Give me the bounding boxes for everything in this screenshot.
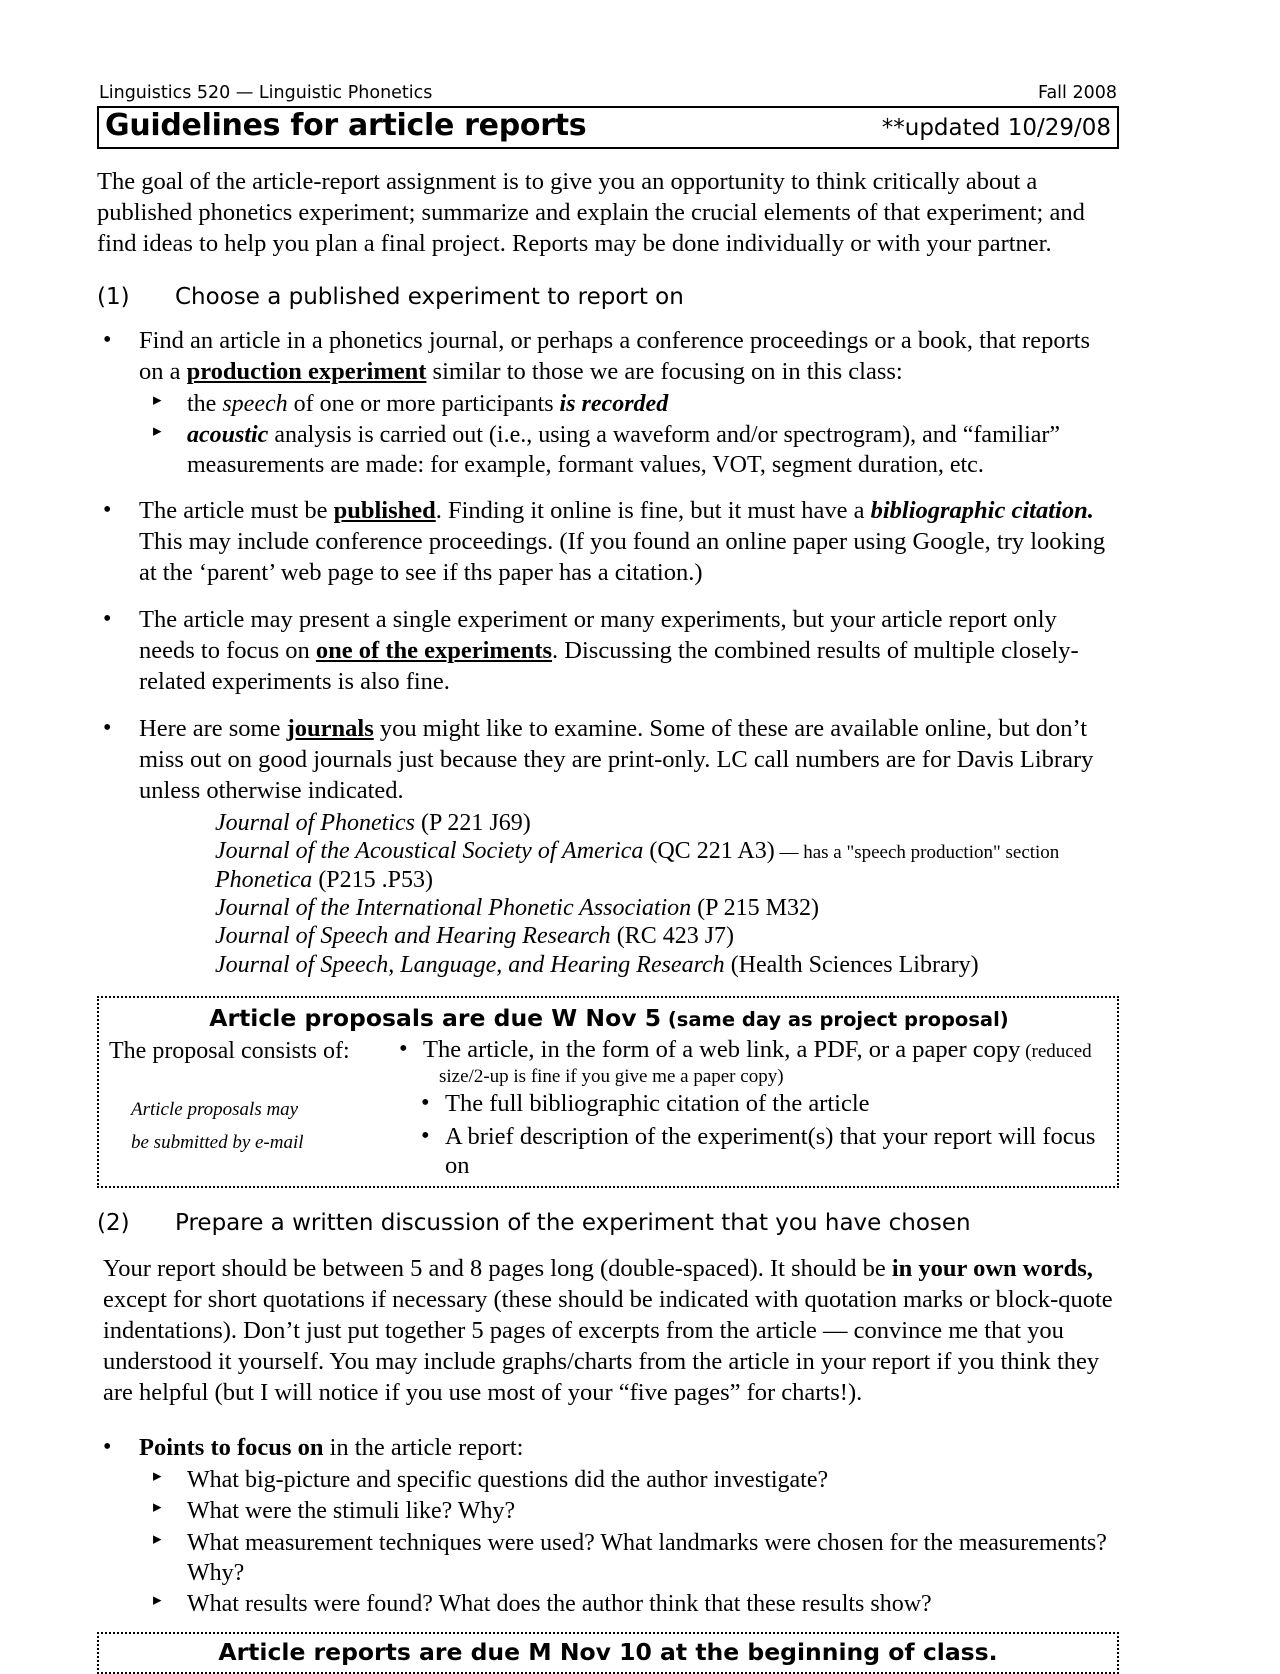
proposal-item-1-tiny: (reduced	[1020, 1041, 1092, 1063]
proposal-label-2: Article proposals may	[131, 1098, 299, 1120]
table-row	[109, 1035, 1109, 1066]
list-item	[215, 894, 1117, 922]
focus-heading-bold: Points to focus on	[139, 1434, 324, 1462]
proposal-label-1: The proposal consists of:	[109, 1038, 350, 1065]
focus-subbullets	[139, 1465, 1117, 1619]
section-1-text: Choose a published experiment to report on	[175, 283, 684, 310]
bullet-4-post: you might like to examine. Some of these are available online, but don’t miss out on good journals just because they are print-only. LC call numbers are for Davis Library unless otherwise indicated.	[139, 715, 1094, 805]
list-item: ▸ What big-picture and specific questions did the author investigate?	[139, 1465, 1117, 1495]
bullet-1-emphasis: production experiment	[186, 357, 427, 385]
journal-list	[139, 809, 1117, 979]
list-item	[97, 326, 1117, 481]
bullet-3-pre: The article may present a single experiment or many experiments, but your article report only needs to focus on	[139, 606, 1057, 665]
section-1-bullets	[97, 326, 1117, 979]
page-title: Guidelines for article reports	[105, 108, 587, 144]
list-item: ▸ What measurement techniques were used? What landmarks were chosen for the measurements? Why?	[139, 1528, 1117, 1588]
course-header	[97, 84, 1119, 108]
list-item	[139, 389, 1117, 419]
journal-call: (QC 221 A3)	[643, 838, 775, 865]
sub-1-i2: is recorded	[559, 390, 669, 417]
list-item	[215, 951, 1117, 979]
section-2-para-b: except for short quotations if necessary (these should be indicated with quotation marks or block-quote indentations). Don’t just put together 5 pages of excerpts from the article — convince me that you understood it yourself. You may include graphs/charts from the article in your report if you think they are helpful (but I will notice if you use most of your “five pages” for charts!).	[103, 1286, 1113, 1406]
journal-call: (P 221 J69)	[414, 810, 531, 837]
list-item	[97, 714, 1117, 979]
sub-2-i1: acoustic	[187, 421, 269, 448]
list-item	[97, 496, 1117, 589]
bullet-4-pre: Here are some	[139, 715, 287, 743]
focus-heading-rest: in the article report:	[323, 1434, 524, 1462]
journal-note: — has a "speech production" section	[774, 842, 1060, 864]
proposal-callout-box	[97, 996, 1119, 1188]
sub-1-b: of one or more participants	[287, 390, 560, 417]
bullet-3-emphasis: one of the experiments	[315, 637, 553, 665]
proposal-box-title	[109, 1004, 1109, 1032]
section-2-para-bold: in your own words,	[891, 1255, 1093, 1283]
bullet-2-emphasis-2: bibliographic citation.	[870, 497, 1094, 525]
section-2-text: Prepare a written discussion of the experiment that you have chosen	[175, 1210, 971, 1237]
sub-2-b: analysis is carried out (i.e., using a waveform and/or spectrogram), and “familiar” measurements are made: for example, formant values, VOT, segment duration, etc.	[187, 421, 1061, 479]
title-bar	[97, 108, 1119, 149]
intro-paragraph: The goal of the article-report assignment is to give you an opportunity to think critically about a published phonetics experiment; summarize and explain the crucial elements of that experiment; and find ideas to help you plan a final project. Reports may be done individually or with your partner.	[97, 167, 1085, 257]
proposal-item-1-continuation: size/2-up is fine if you give me a paper copy)	[439, 1065, 784, 1087]
bullet-3-post: . Discussing the combined results of multiple closely-related experiments is also fine.	[139, 637, 1079, 696]
section-2-para-a: Your report should be between 5 and 8 pages long (double-spaced). It should be	[103, 1255, 892, 1283]
journal-call: (Health Sciences Library)	[724, 951, 979, 978]
list-item	[215, 837, 1117, 865]
report-due-text: Article reports are due M Nov 10 at the beginning of class.	[218, 1638, 998, 1667]
journal-name: Journal of the International Phonetic Association	[215, 895, 692, 922]
sub-1-a: the	[187, 390, 223, 417]
proposal-item-3: • A brief description of the experiment(s) that your report will focus on	[419, 1122, 1109, 1181]
bullet-2-post: . Finding it online is fine, but it must have a	[435, 497, 871, 525]
report-due-callout-box	[97, 1632, 1119, 1674]
proposal-due-paren: (same day as project proposal)	[661, 1007, 1009, 1031]
bullet-2-emphasis: published	[333, 497, 436, 525]
proposal-label-3: be submitted by e-mail	[131, 1131, 304, 1153]
table-row	[109, 1089, 1109, 1122]
list-item	[215, 809, 1117, 837]
bullet-1-post: similar to those we are focusing on in this class:	[426, 357, 903, 385]
bullet-1-pre: Find an article in a phonetics journal, or perhaps a conference proceedings or a book, that reports on a	[139, 326, 1091, 385]
list-item	[97, 1433, 1117, 1619]
list-item	[215, 922, 1117, 950]
table-row	[109, 1122, 1109, 1181]
bullet-4-emphasis: journals	[286, 715, 374, 743]
list-item	[97, 605, 1117, 698]
proposal-due-text: Article proposals are due W Nov 5	[209, 1003, 662, 1032]
list-item	[139, 420, 1117, 480]
proposal-rows	[109, 1035, 1109, 1180]
journal-name: Journal of Speech, Language, and Hearing Research	[215, 951, 725, 978]
updated-note: **updated 10/29/08	[881, 115, 1111, 142]
proposal-item-1	[397, 1035, 1109, 1064]
bullet-2-pre: The article must be	[139, 497, 334, 525]
section-1-subbullets	[139, 389, 1117, 481]
term-label: Fall 2008	[1037, 83, 1117, 103]
list-item	[215, 866, 1117, 894]
journal-call: (P215 .P53)	[312, 866, 433, 893]
section-2-number: (2)	[97, 1210, 130, 1237]
section-2-paragraph	[97, 1254, 1123, 1408]
sub-1-i1: speech	[222, 390, 288, 417]
journal-name: Journal of Speech and Hearing Research	[215, 923, 611, 950]
journal-call: (RC 423 J7)	[610, 923, 735, 950]
section-2-bullets	[97, 1433, 1117, 1619]
section-1-heading	[97, 284, 1130, 310]
journal-name: Journal of Phonetics	[215, 810, 415, 837]
section-1-number: (1)	[97, 283, 130, 310]
list-item: ▸ What results were found? What does the author think that these results show?	[139, 1589, 1117, 1619]
journal-call: (P 215 M32)	[691, 895, 819, 922]
section-2-heading	[97, 1210, 1130, 1236]
proposal-item-2: • The full bibliographic citation of the article	[419, 1089, 1109, 1118]
proposal-item-1-main: The article, in the form of a web link, a PDF, or a paper copy	[423, 1036, 1021, 1064]
course-name: Linguistics 520 — Linguistic Phonetics	[99, 83, 433, 103]
journal-name: Phonetica	[215, 866, 313, 893]
bullet-2-post-2: This may include conference proceedings. (If you found an online paper using Google, try looking at the ‘parent’ web page to see if ths paper has a citation.)	[139, 528, 1106, 587]
list-item: ▸ What were the stimuli like? Why?	[139, 1496, 1117, 1526]
journal-name: Journal of the Acoustical Society of America	[215, 838, 644, 865]
